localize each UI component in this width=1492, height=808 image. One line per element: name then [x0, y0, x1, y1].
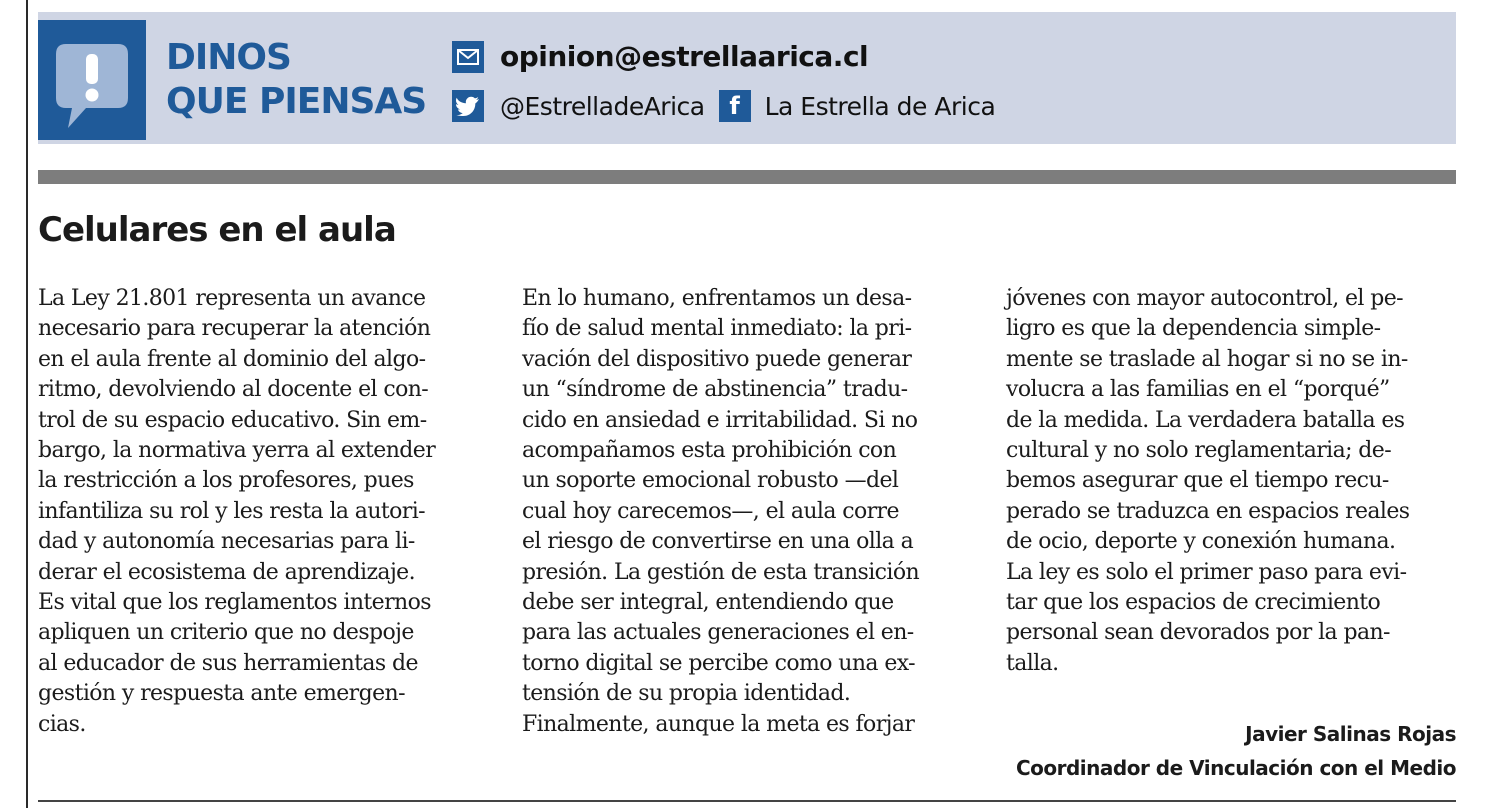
text-line: tar que los espacios de crecimiento: [1006, 590, 1381, 616]
text-line: un soporte emocional robusto —del: [522, 468, 899, 494]
facebook-page[interactable]: La Estrella de Arica: [764, 91, 996, 121]
text-line: gestión y respuesta ante emergen-: [38, 681, 405, 707]
article-column-3: [1006, 284, 1456, 679]
page-edge-line: [26, 0, 28, 808]
text-line: perado se traduzca en espacios reales: [1006, 498, 1410, 524]
exclamation-speech-bubble-icon: [38, 20, 146, 140]
text-line: acompañamos esta prohibición con: [522, 438, 897, 464]
text-line: jóvenes con mayor autocontrol, el pe-: [1006, 286, 1403, 311]
email-contact: [452, 40, 868, 73]
text-line: infantiliza su rol y les resta la autori-: [38, 498, 425, 524]
text-line: derar el ecosistema de aprendizaje.: [38, 559, 415, 585]
text-line: talla.: [1006, 650, 1059, 676]
envelope-icon: [452, 41, 484, 73]
text-line: tensión de su propia identidad.: [522, 681, 851, 707]
text-line: cias.: [38, 711, 86, 737]
text-line: Finalmente, aunque la meta es forjar: [522, 711, 915, 737]
text-line: la restricción a los profesores, pues: [38, 468, 414, 494]
text-line: volucra a las familias en el “porqué”: [1006, 377, 1390, 403]
text-line: trol de su espacio educativo. Sin em-: [38, 407, 427, 433]
text-line: En lo humano, enfrentamos un desa-: [522, 286, 912, 311]
text-line: fío de salud mental inmediato: la pri-: [522, 316, 912, 342]
opinion-banner: [38, 12, 1456, 144]
text-line: vación del dispositivo puede generar: [522, 346, 912, 372]
twitter-bird-icon: [452, 90, 484, 122]
text-line: en el aula frente al dominio del algo-: [38, 346, 426, 372]
text-line: ritmo, devolviendo al docente el con-: [38, 377, 429, 403]
twitter-handle[interactable]: @EstrelladeArica: [500, 91, 705, 121]
social-contacts: [452, 90, 995, 122]
text-line: cido en ansiedad e irritabilidad. Si no: [522, 407, 918, 433]
text-line: dad y autonomía necesarias para li-: [38, 529, 415, 555]
author-name: Javier Salinas Rojas: [1245, 722, 1456, 746]
section-title: [166, 36, 426, 124]
text-line: al educador de sus herramientas de: [38, 650, 418, 676]
text-line: para las actuales generaciones el en-: [522, 620, 914, 646]
text-line: bemos asegurar que el tiempo recu-: [1006, 468, 1389, 494]
section-title-line-2: QUE PIENSAS: [166, 81, 427, 122]
text-line: debe ser integral, entendiendo que: [522, 590, 894, 616]
text-line: personal sean devorados por la pan-: [1006, 620, 1390, 646]
text-line: bargo, la normativa yerra al extender: [38, 438, 436, 464]
text-line: Es vital que los reglamentos internos: [38, 590, 431, 616]
author-role: Coordinador de Vinculación con el Medio: [1015, 756, 1456, 780]
text-line: un “síndrome de abstinencia” tradu-: [522, 377, 908, 403]
section-title-line-1: DINOS: [166, 37, 291, 78]
text-line: el riesgo de convertirse en una olla a: [522, 529, 914, 555]
email-address[interactable]: opinion@estrellaarica.cl: [500, 40, 869, 73]
text-line: La ley es solo el primer paso para evi-: [1006, 559, 1407, 585]
text-line: cual hoy carecemos—, el aula corre: [522, 498, 899, 524]
text-line: cultural y no solo reglamentaria; de-: [1006, 438, 1392, 464]
text-line: torno digital se percibe como una ex-: [522, 650, 915, 676]
text-line: necesario para recuperar la atención: [38, 316, 431, 342]
text-line: ligro es que la dependencia simple-: [1006, 316, 1381, 342]
section-divider-bar: [38, 170, 1456, 184]
text-line: apliquen un criterio que no despoje: [38, 620, 414, 646]
text-line: mente se traslade al hogar si no se in-: [1006, 346, 1408, 372]
bottom-rule: [38, 800, 1456, 802]
text-line: La Ley 21.801 representa un avance: [38, 286, 426, 311]
article-column-2: [522, 284, 980, 740]
article-column-1: [38, 284, 496, 740]
text-line: de la medida. La verdadera batalla es: [1006, 407, 1405, 433]
text-line: presión. La gestión de esta transición: [522, 559, 920, 585]
facebook-icon: f: [719, 90, 751, 122]
article-headline: Celulares en el aula: [38, 210, 396, 250]
text-line: de ocio, deporte y conexión humana.: [1006, 529, 1396, 555]
